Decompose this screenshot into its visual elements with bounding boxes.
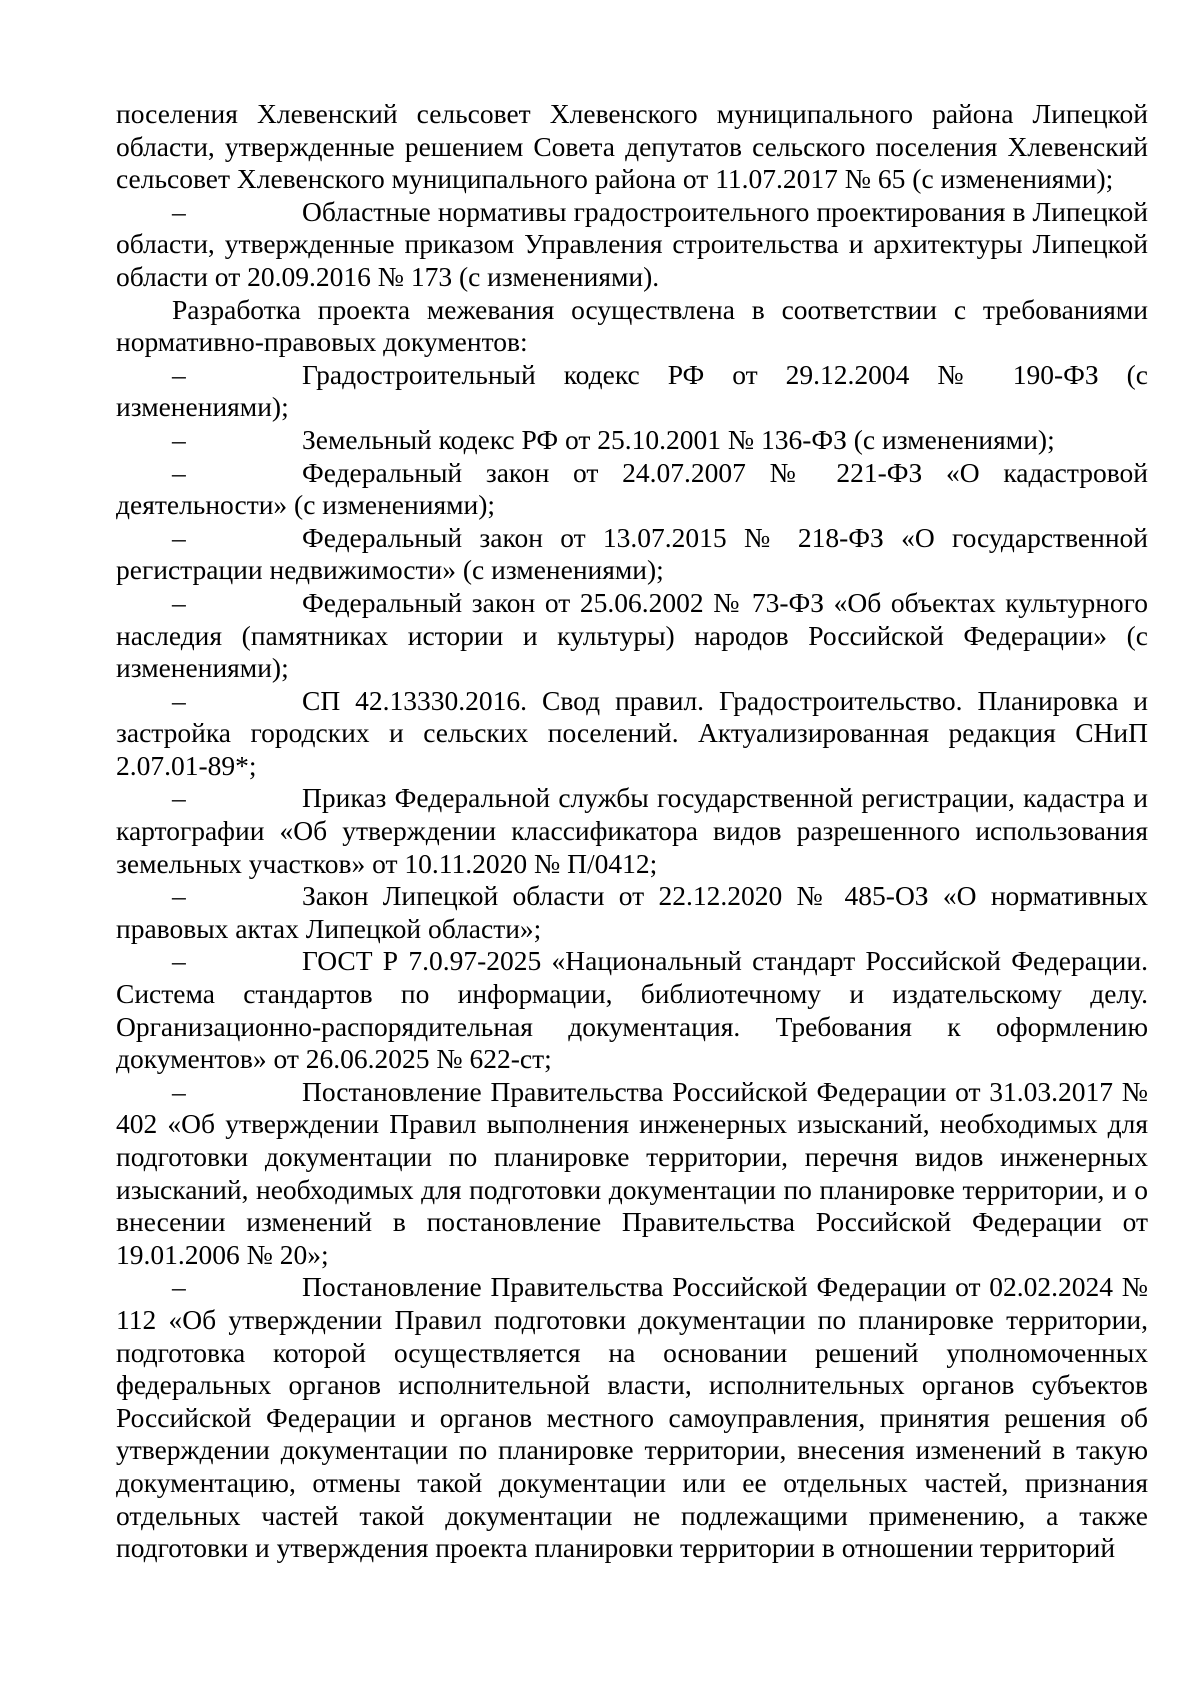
list-item-text: ГОСТ Р 7.0.97-2025 «Национальный стандарт Российской Федерации. Система стандартов по информации, библиотечному и издательскому делу. Организационно-распорядительная документация. Требования к оформлению документов» от 26.06.2025 № 622-ст; xyxy=(116,945,1148,1075)
dash-marker: – xyxy=(172,1075,186,1107)
list-item-text: Федеральный закон от 25.06.2002 № 73-ФЗ «Об объектах культурного наследия (памятниках истории и культуры) народов Российской Федерации» (с изменениями); xyxy=(116,586,1148,684)
list-item xyxy=(116,880,1148,945)
dash-marker: – xyxy=(172,195,186,227)
list-item xyxy=(116,782,1148,880)
list-item xyxy=(116,1076,1148,1272)
dash-marker: – xyxy=(172,423,186,455)
dash-marker: – xyxy=(172,782,186,814)
list-item xyxy=(116,359,1148,424)
dash-marker: – xyxy=(172,880,186,912)
list-item xyxy=(116,424,1148,457)
list-item xyxy=(116,587,1148,685)
list-item-text: Закон Липецкой области от 22.12.2020 № 485-ОЗ «О нормативных правовых актах Липецкой области»; xyxy=(116,880,1148,944)
dash-marker: – xyxy=(172,521,186,553)
list-item-text: Федеральный закон от 13.07.2015 № 218-ФЗ «О государственной регистрации недвижимости» (с изменениями); xyxy=(116,521,1148,586)
list-item-text: Областные нормативы градостроительного проектирования в Липецкой области, утвержденные приказом Управления строительства и архитектуры Липецкой области от 20.09.2016 № 173 (с изменениями). xyxy=(116,195,1148,292)
list-item xyxy=(116,1271,1148,1564)
document-body xyxy=(116,98,1148,1565)
intro-paragraph: поселения Хлевенский сельсовет Хлевенского муниципального района Липецкой области, утвержденные решением Совета депутатов сельского поселения Хлевенский сельсовет Хлевенского муниципального района от 11.07.2017 № 65 (с изменениями); xyxy=(116,98,1148,195)
dash-marker: – xyxy=(172,945,186,977)
list-item-text: Градостроительный кодекс РФ от 29.12.2004 № 190-ФЗ (с изменениями); xyxy=(116,358,1148,423)
list-item xyxy=(116,945,1148,1075)
list-item-text: Постановление Правительства Российской Федерации от 02.02.2024 № 112 «Об утверждении Правил подготовки документации по планировке территории, подготовка которой осуществляется на основании решений уполномоченных федеральных органов исполнительной власти, исполнительных органов субъектов Российской Федерации и органов местного самоуправления, принятия решения об утверждении документации по планировке территории, внесения изменений в такую документацию, отмены такой документации или ее отдельных частей, признания отдельных частей такой документации не подлежащими применению, а также подготовки и утверждения проекта планировки территории в отношении территорий xyxy=(116,1271,1148,1564)
list-item xyxy=(116,196,1148,294)
list-item-text: Постановление Правительства Российской Федерации от 31.03.2017 № 402 «Об утверждении Правил выполнения инженерных изысканий, необходимых для подготовки документации по планировке территории, перечня видов инженерных изысканий, необходимых для подготовки документации по планировке территории, и о внесении изменений в постановление Правительства Российской Федерации от 19.01.2006 № 20»; xyxy=(116,1075,1148,1270)
dash-marker: – xyxy=(172,586,186,618)
list-item xyxy=(116,522,1148,587)
dash-marker: – xyxy=(172,684,186,716)
list-item xyxy=(116,685,1148,783)
list-item xyxy=(116,457,1148,522)
dash-marker: – xyxy=(172,358,186,390)
body-paragraph: Разработка проекта межевания осуществлена в соответствии с требованиями нормативно-правовых документов: xyxy=(116,293,1148,358)
dash-marker: – xyxy=(172,456,186,488)
list-item-text: Федеральный закон от 24.07.2007 № 221-ФЗ «О кадастровой деятельности» (с изменениями); xyxy=(116,456,1148,521)
list-item-text: Земельный кодекс РФ от 25.10.2001 № 136-ФЗ (с изменениями); xyxy=(302,423,1055,455)
list-item-text: Приказ Федеральной службы государственной регистрации, кадастра и картографии «Об утверждении классификатора видов разрешенного использования земельных участков» от 10.11.2020 № П/0412; xyxy=(116,782,1148,879)
dash-marker: – xyxy=(172,1271,186,1303)
list-item-text: СП 42.13330.2016. Свод правил. Градостроительство. Планировка и застройка городских и сельских поселений. Актуализированная редакция СНиП 2.07.01-89*; xyxy=(116,684,1148,781)
